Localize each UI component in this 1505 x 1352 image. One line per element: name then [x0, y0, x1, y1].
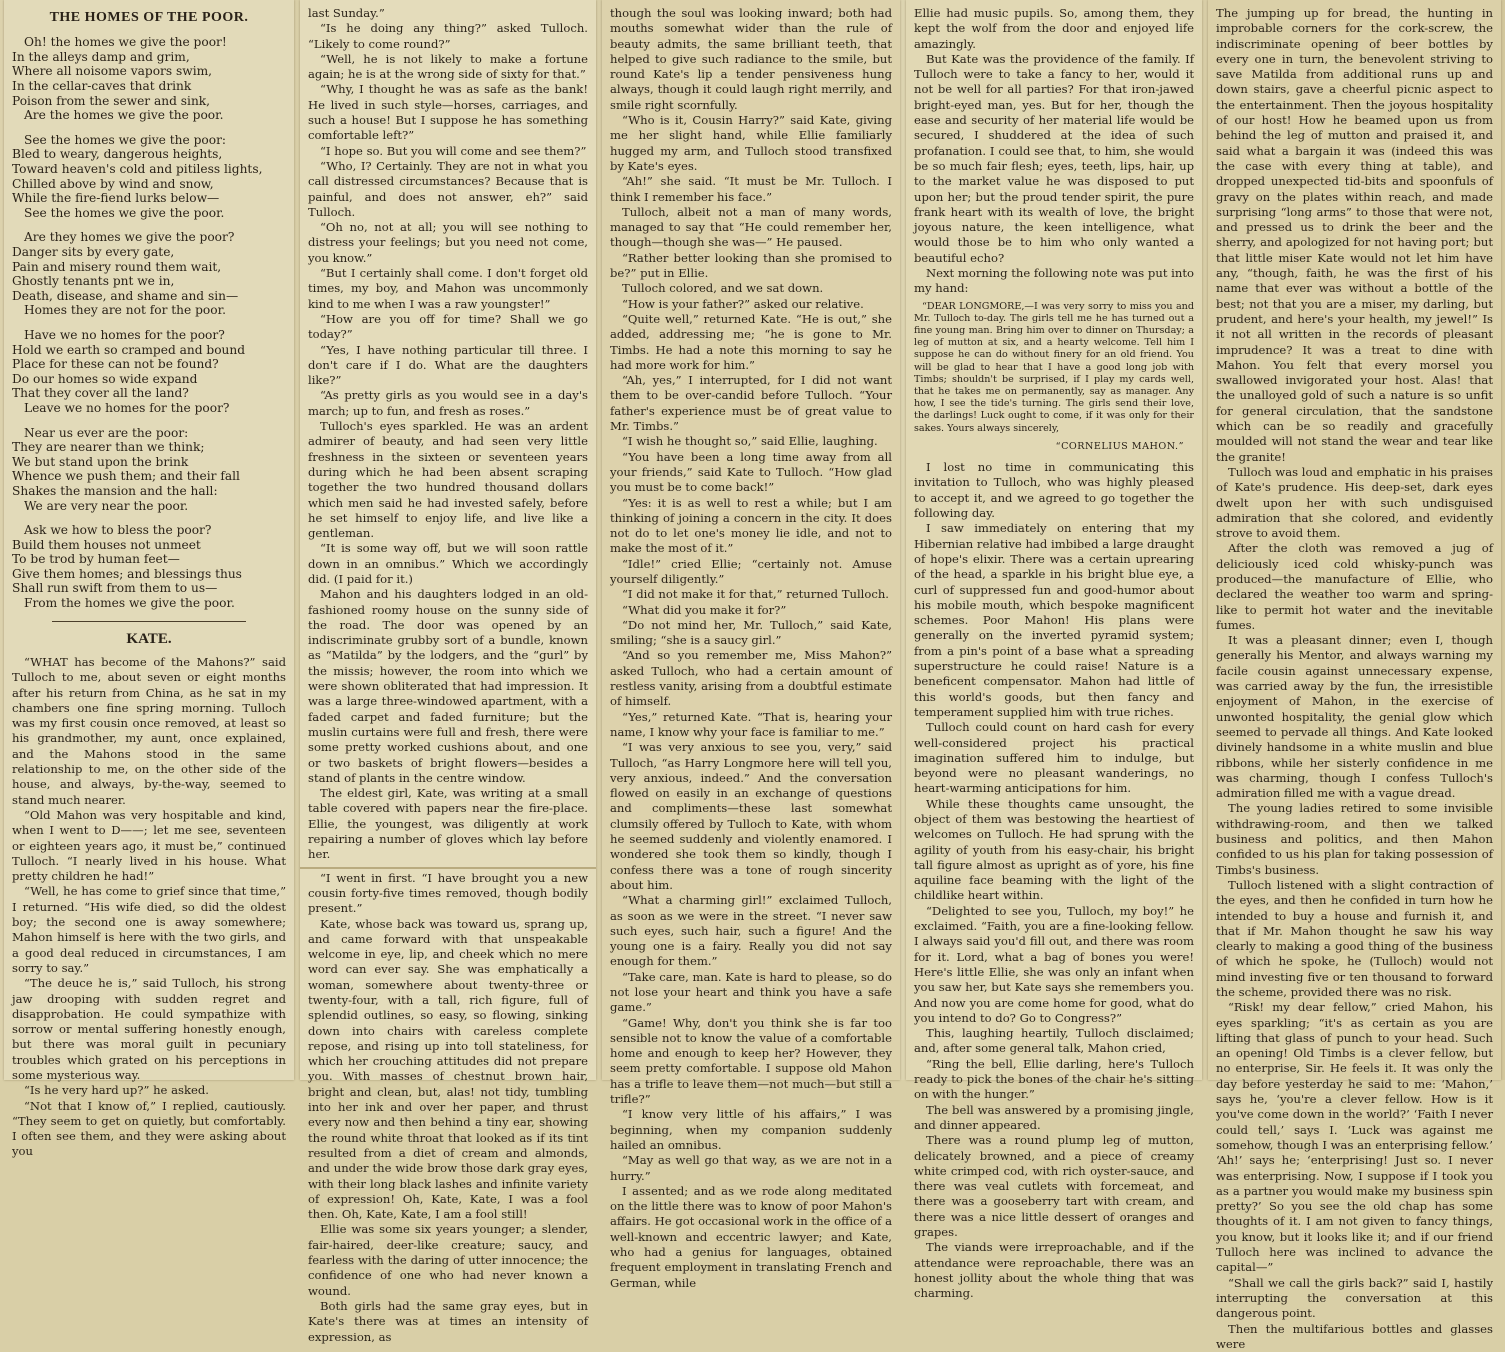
paragraph: “Yes: it is as well to rest a while; but I am thinking of joining a concern in the city. It does not do to let one's money lie idle, and not to make the most of it.” — [610, 495, 892, 556]
poem-line: Place for these can not be found? — [12, 357, 219, 372]
paragraph: “WHAT has become of the Mahons?” said Tulloch to me, about seven or eight months after his return from China, as he sat in my chambers one fine spring morning. Tulloch was my first cousin once removed, at least so his grandmother, my aunt, once explained, and the Mahons stood in the same relationship to me, on the other side of the house, and always, by-the-way, seemed to stand much nearer. — [12, 654, 286, 807]
column-5 — [1208, 0, 1501, 1351]
paragraph: “Idle!” cried Ellie; “certainly not. Amuse yourself diligently.” — [610, 556, 892, 586]
column-3 — [602, 0, 900, 1290]
paragraph: “Is he very hard up?” he asked. — [24, 1083, 209, 1098]
paragraph: “What a charming girl!” exclaimed Tulloch, as soon as we were in the street. “I never saw such eyes, such hair, such a figure! And the young one is a fairy. Really you did not say enough for them.” — [610, 893, 892, 969]
paragraph: Mahon and his daughters lodged in an old-fashioned roomy house on the sunny side of the road. The door was opened by an indiscriminate grubby sort of a bundle, known as “Matilda” by the lodgers, and the “gurl” by the missis; however, the room into which we were shown obliterated that had impression. It was a large three-windowed apartment, with a faded carpet and faded furniture; but the muslin curtains were full and fresh, there were some pretty worked cushions about, and one or two baskets of bright flowers—besides a stand of plants in the centre window. — [308, 587, 588, 785]
poem-line: To be trod by human feet— — [12, 552, 180, 567]
paragraph: Tulloch could count on hard cash for every well-considered project his practical imagination suffered him to indulge, but beyond were no pleasant wanderings, no heart-warming anticipations for him. — [914, 720, 1194, 796]
poem-stanza — [12, 133, 286, 221]
poem-line: Shall run swift from them to us— — [12, 581, 218, 596]
poem-line: Are they homes we give the poor? — [24, 230, 235, 245]
paragraph: “Old Mahon was very hospitable and kind, when I went to D——; let me see, seventeen or eighteen years ago, it must be,” continued Tulloch. “I nearly lived in his house. What pretty children he had!” — [12, 807, 286, 884]
paragraph: “Shall we call the girls back?” said I, hastily interrupting the conversation at this dangerous point. — [1216, 1275, 1493, 1321]
paragraph: “Take care, man. Kate is hard to please, so do not lose your heart and think you have a safe game.” — [610, 969, 892, 1015]
paragraph: “Ah, yes,” I interrupted, for I did not want them to be over-candid before Tulloch. “Your father's experience must be of great value to Mr. Timbs.” — [610, 373, 892, 434]
story-title: KATE. — [126, 630, 172, 647]
paragraph: “But I certainly shall come. I don't forget old times, my boy, and Mahon was uncommonly kind to me when I was a raw youngster!” — [308, 266, 588, 311]
paragraph: The eldest girl, Kate, was writing at a small table covered with papers near the fire-place. Ellie, the youngest, was diligently at work repairing a number of gloves which lay before her. — [308, 786, 588, 862]
paragraph: Tulloch colored, and we sat down. — [622, 281, 824, 296]
paragraph: “It is some way off, but we will soon rattle down in an omnibus.” Which we accordingly did. (I paid for it.) — [308, 541, 588, 586]
paragraph: “I was very anxious to see you, very,” said Tulloch, “as Harry Longmore here will tell you, very anxious, indeed.” And the conversation flowed on easily in an exchange of questions and compliments—these last somewhat clumsily offered by Tulloch to Kate, with whom he seemed suddenly and violently enamored. I wondered she took them so kindly, though I confess there was a tone of rough sincerity about him. — [610, 740, 892, 892]
paragraph: Tulloch's eyes sparkled. He was an ardent admirer of beauty, and had seen very little freshness in the sixteen or seventeen years during which he had been absent scraping together the two hundred thousand dollars which men said he had invested safely, before he set himself to enjoy life, and live like a gentleman. — [308, 419, 588, 541]
story-text-column-3 — [610, 6, 892, 1291]
paragraph: “Why, I thought he was as safe as the bank! He lived in such style—horses, carriages, and such a house! But I suppose he has something comfortable left?” — [308, 82, 588, 143]
poem-line: Are the homes we give the poor. — [24, 108, 224, 123]
paragraph: “Well, he is not likely to make a fortune again; he is at the wrong side of sixty for that.” — [308, 51, 588, 82]
paragraph: “You have been a long time away from all your friends,” said Kate to Tulloch. “How glad you must be to come back!” — [610, 449, 892, 495]
paragraph: “I know very little of his affairs,” I was beginning, when my companion suddenly hailed an omnibus. — [610, 1107, 892, 1152]
story-text-column-2-top — [308, 6, 588, 863]
paragraph: “Yes, I have nothing particular till three. I don't care if I do. What are the daughters like?” — [308, 342, 588, 388]
paragraph: Kate, whose back was toward us, sprang up, and came forward with that unspeakable welcome in eye, lip, and cheek which no mere word can ever say. She was emphatically a woman, somewhere about twenty-three or twenty-four, with a tall, rich figure, full of splendid outlines, so easy, so flowing, sinking down into chairs with careless complete repose, and rising up into toll stateliness, for which her crouching attitudes did not prepare you. With masses of chestnut brown hair, bright and clean, but, alas! not tidy, tumbling into her ink and over her paper, and thrust every now and then behind a tiny ear, showing the round white throat that looked as if its tint resulted from a diet of cream and almonds, and under the wide brow those dark gray eyes, with their long black lashes and infinite variety of expression! Oh, Kate, Kate, I was a fool then. Oh, Kate, Kate, I am a fool still! — [308, 916, 588, 1222]
poem-line: Shakes the mansion and the hall: — [12, 483, 218, 498]
paragraph: “Who, I? Certainly. They are not in what you call distressed circumstances? Because that is painful, and does not answer, eh?” said Tulloch. — [308, 158, 588, 219]
poem-line: In the alleys damp and grim, — [12, 49, 190, 64]
poem-stanza — [12, 523, 286, 611]
clipping-seam — [300, 867, 596, 869]
story-text-column-4-top — [914, 6, 1194, 297]
poem-line: Pain and misery round them wait, — [12, 259, 222, 274]
poem-stanza — [12, 230, 286, 318]
paragraph: “How are you off for time? Shall we go today?” — [308, 311, 588, 342]
paragraph: The bell was answered by a promising jingle, and dinner appeared. — [914, 1102, 1194, 1132]
poem-line: Leave we no homes for the poor? — [24, 400, 230, 415]
poem-title: THE HOMES OF THE POOR. — [49, 10, 249, 25]
paragraph: While these thoughts came unsought, the object of them was bestowing the heartiest of welcomes on Tulloch. He had sprung with the agility of youth from his easy-chair, his bright tall figure almost as upright as of yore, his fine aquiline face beaming with the light of the childlike heart within. — [914, 796, 1194, 903]
paragraph: “Well, he has come to grief since that time,” I returned. “His wife died, so did the oldest boy; the second one is away somewhere; Mahon himself is here with the two girls, and a good deal reduced in circumstances, I am sorry to say.” — [12, 884, 286, 975]
paragraph: “I wish he thought so,” said Ellie, laughing. — [622, 434, 878, 449]
poem-line: While the fire-fiend lurks below— — [12, 191, 220, 206]
paragraph: “I went in first. “I have brought you a new cousin forty-five times removed, though bodily present.” — [308, 870, 588, 916]
paragraph: “Who is it, Cousin Harry?” said Kate, giving me her slight hand, while Ellie familiarly hugged my arm, and Tulloch stood transfixed by Kate's eyes. — [610, 113, 892, 173]
paragraph: “Ring the bell, Ellie darling, here's Tulloch ready to pick the bones of the chair he's sitting on with the hunger.” — [914, 1056, 1194, 1102]
poem-line: Danger sits by every gate, — [12, 245, 175, 260]
poem-line: Homes they are not for the poor. — [24, 303, 226, 318]
paragraph: I saw immediately on entering that my Hibernian relative had imbibed a large draught of hope's elixir. There was a certain uprearing of the head, a sparkle in his bright blue eye, a curl of suppressed fun and good-humor about his mobile mouth, which bespoke magnificent schemes. Poor Mahon! His plans were generally on the inverted pyramid system; from a pin's point of a base what a spreading superstructure he could raise! Nature is a beneficent compensator. Mahon had little of this world's goods, but then fancy and temperament supplied him with true riches. — [914, 521, 1194, 719]
section-divider — [52, 621, 246, 622]
poem-line: Bled to weary, dangerous heights, — [12, 147, 223, 162]
paragraph: The young ladies retired to some invisible withdrawing-room, and then we talked business and politics, and then Mahon confided to us his plan for taking possession of Timbs's business. — [1216, 801, 1493, 877]
poem-line: From the homes we give the poor. — [24, 596, 235, 611]
poem-line: Whence we push them; and their fall — [12, 469, 240, 484]
paragraph: “As pretty girls as you would see in a day's march; up to fun, and fresh as roses.” — [308, 388, 588, 418]
paragraph: Ellie had music pupils. So, among them, they kept the wolf from the door and enjoyed life amazingly. — [914, 6, 1194, 51]
poem-stanza — [12, 426, 286, 514]
story-text-column-2-bottom — [308, 871, 588, 1345]
paragraph: “What did you make it for?” — [622, 602, 787, 617]
poem-line: Ask we how to bless the poor? — [24, 523, 212, 538]
paragraph: Tulloch, albeit not a man of many words, managed to say that “He could remember her, though—though she was—” He paused. — [610, 204, 892, 250]
column-4 — [906, 0, 1202, 1301]
paragraph: I lost no time in communicating this invitation to Tulloch, who was highly pleased to accept it, and we agreed to go together the following day. — [914, 460, 1194, 521]
paragraph: But Kate was the providence of the family. If Tulloch were to take a fancy to her, would it not be well for all parties? For that iron-jawed bright-eyed man, yes. But for her, though the ease and security of her material life would be secured, I shuddered at the idea of such profanation. I could see that, to him, she would be so much fair flesh; eyes, teeth, lips, hair, up to the market value he was disposed to put upon her; but the proud tender spirit, the pure frank heart with its wealth of love, the bright joyous nature, the keen intelligence, what would those be to him who only wanted a beautiful echo? — [914, 51, 1194, 265]
paragraph: There was a round plump leg of mutton, delicately browned, and a piece of creamy white crimped cod, with rich oyster-sauce, and there was veal cutlets with forcemeat, and there was a gooseberry tart with cream, and there was a nice little dessert of oranges and grapes. — [914, 1133, 1194, 1240]
paragraph: Ellie was some six years younger; a slender, fair-haired, deer-like creature; saucy, and fearless with the daring of utter innocence; the confidence of one who had never known a wound. — [308, 1222, 588, 1298]
paragraph: After the cloth was removed a jug of deliciously iced cold whisky-punch was produced—the manufacture of Ellie, who declared the weather too warm and spring-like to permit hot water and the inevitable fumes. — [1216, 541, 1493, 632]
poem-line: We are very near the poor. — [24, 498, 189, 513]
paragraph: “Oh no, not at all; you will see nothing to distress your feelings; but you need not come, you know.” — [308, 220, 588, 265]
column-1 — [4, 0, 294, 1159]
paragraph: “The deuce he is,” said Tulloch, his strong jaw drooping with sudden regret and disapprobation. He could sympathize with sorrow or mental suffering honestly enough, but there was moral guilt in pecuniary troubles which grated on his perceptions in some mysterious way. — [12, 976, 286, 1082]
poem-line: Give them homes; and blessings thus — [12, 566, 242, 581]
poem-line: Death, disease, and shame and sin— — [12, 288, 239, 303]
poem-line: Have we no homes for the poor? — [24, 327, 225, 342]
paragraph: “How is your father?” asked our relative. — [622, 296, 864, 311]
poem-line: Poison from the sewer and sink, — [12, 93, 211, 108]
poem-stanza — [12, 35, 286, 123]
paragraph: Then the multifarious bottles and glasses were — [1216, 1321, 1493, 1351]
paragraph: Next morning the following note was put into my hand: — [914, 266, 1194, 296]
poem-line: Near us ever are the poor: — [24, 425, 189, 440]
poem-stanza — [12, 328, 286, 416]
paragraph: “Not that I know of,” I replied, cautiously. “They seem to get on quietly, but comfortably. I often see them, and they were asking about you — [12, 1098, 286, 1159]
poem-line: In the cellar-caves that drink — [12, 79, 192, 94]
paragraph: “Is he doing any thing?” asked Tulloch. “Likely to come round?” — [308, 21, 588, 51]
story-text-column-4-bottom — [914, 460, 1194, 1301]
poem-line: See the homes we give the poor: — [24, 132, 226, 147]
paragraph: “And so you remember me, Miss Mahon?” asked Tulloch, who had a certain amount of restless vanity, arising from a doubtful estimate of himself. — [610, 648, 892, 709]
paragraph: “May as well go that way, as we are not in a hurry.” — [610, 1153, 892, 1183]
paragraph: “DEAR LONGMORE,—I was very sorry to miss you and Mr. Tulloch to-day. The girls tell me he has turned out a fine young man. Bring him over to dinner on Thursday; a leg of mutton at six, and a hearty welcome. Tell him I suppose he can do without finery for an old friend. You will be glad to hear that I have a good long job with Timbs; shouldn't be surprised, if I play my cards well, that he takes me on permanently, say as manager. Any how, I see the tide's turning. The girls send their love, the darlings! Luck ought to come, if it was only for their sakes. Yours always sincerely, — [914, 300, 1194, 434]
paragraph: “Game! Why, don't you think she is far too sensible not to know the value of a comfortable home and enough to keep her? However, they seem pretty comfortable. I suppose old Mahon has a trifle to leave them—not much—but still a trifle?” — [610, 1015, 892, 1107]
paragraph: The viands were irreproachable, and if the attendance were reproachable, there was an honest jollity about the whole thing that was charming. — [914, 1240, 1194, 1301]
poem-line: Toward heaven's cold and pitiless lights, — [12, 162, 263, 177]
poem-line: Ghostly tenants pnt we in, — [12, 274, 175, 289]
letter-signature: “CORNELIUS MAHON.” — [1055, 440, 1184, 452]
poem-line: Hold we earth so cramped and bound — [12, 342, 246, 357]
poem-line: Chilled above by wind and snow, — [12, 176, 214, 191]
paragraph: It was a pleasant dinner; even I, though generally his Mentor, and always warning my facile cousin against unnecessary expense, was carried away by the fun, the irresistible enjoyment of Mahon, in the exercise of unwonted hospitality, the genial glow which seemed to pervade all things. And Kate looked divinely handsome in a white muslin and blue ribbons, while her sisterly confidence in me was charming, though I confess Tulloch's admiration filled me with a vague dread. — [1216, 633, 1493, 801]
paragraph: “Ah!” she said. “It must be Mr. Tulloch. I think I remember his face.” — [610, 174, 892, 204]
paragraph: “I did not make it for that,” returned Tulloch. — [622, 587, 889, 602]
paragraph: “Risk! my dear fellow,” cried Mahon, his eyes sparkling; “it's as certain as you are lifting that glass of punch to your head. Such an opening! Old Timbs is a clever fellow, but no enterprise, Sir. He feels it. It was only the day before yesterday he said to me: ‘Mahon,’ says he, ‘you're a clever fellow. How is it you've come down in the world?’ ‘Faith I never could tell,’ says I. ‘Luck was against me somehow, though I was an enterprising fellow.’ ‘Ah!’ says he; ‘enterprising! Just so. I never was enterprising. Now, I suppose if I took you as a partner you would make my business spin pretty?’ So you see the old chap has some thoughts of it. I am not given to fancy things, you know, but it looks like it; and if our friend Tulloch here was inclined to advance the capital—” — [1216, 1000, 1493, 1275]
paragraph: “I hope so. But you will come and see them?” — [320, 143, 587, 158]
paragraph: “Yes,” returned Kate. “That is, hearing your name, I know why your face is familiar to me.” — [610, 709, 892, 739]
poem-line: We but stand upon the brink — [12, 454, 189, 469]
poem-line: Oh! the homes we give the poor! — [24, 35, 227, 50]
poem-line: See the homes we give the poor. — [24, 205, 225, 220]
column-2 — [300, 0, 596, 1344]
poem-line: Where all noisome vapors swim, — [12, 64, 213, 79]
story-text-column-1 — [12, 655, 286, 1160]
story-text-column-5 — [1216, 6, 1493, 1352]
paragraph: Tulloch was loud and emphatic in his praises of Kate's prudence. His deep-set, dark eyes dwelt upon her with such undisguised admiration that she colored, and evidently strove to avoid them. — [1216, 464, 1493, 541]
paragraph: “Rather better looking than she promised to be?” put in Ellie. — [610, 250, 892, 281]
paragraph: This, laughing heartily, Tulloch disclaimed; and, after some general talk, Mahon cried, — [914, 1026, 1194, 1056]
poem-line: Do our homes so wide expand — [12, 371, 198, 386]
paragraph: Tulloch listened with a slight contraction of the eyes, and then he confided in turn how he intended to buy a house and furnish it, and that if Mr. Mahon thought he saw his way clearly to making a good thing of the business of which he spoke, he (Tulloch) would not mind investing five or ten thousand to forward the scheme, provided there was no risk. — [1216, 877, 1493, 999]
poem-line: They are nearer than we think; — [12, 440, 205, 455]
paragraph: Both girls had the same gray eyes, but in Kate's there was at times an intensity of expression, as — [308, 1298, 588, 1344]
paragraph: “Delighted to see you, Tulloch, my boy!” he exclaimed. “Faith, you are a fine-looking fellow. I always said you'd fill out, and there was room for it. Lord, what a bag of bones you were! Here's little Ellie, she was only an infant when you saw her, but Kate says she remembers you. And now you are come home for good, what do you intend to do? Go to Congress?” — [914, 903, 1194, 1025]
paragraph: last Sunday.” — [308, 6, 385, 20]
poem-body — [12, 35, 286, 610]
paragraph: “Quite well,” returned Kate. “He is out,” she added, addressing me; “he is gone to Mr. Timbs. He had a note this morning to say he had more work for him.” — [610, 311, 892, 372]
paragraph: “Do not mind her, Mr. Tulloch,” said Kate, smiling; “she is a saucy girl.” — [610, 617, 892, 648]
paragraph: The jumping up for bread, the hunting in improbable corners for the cork-screw, the indiscriminate opening of beer bottles by every one in turn, the benevolent striving to save Matilda from additional runs up and down stairs, gave a cheerful picnic aspect to the entertainment. Then the joyous hospitality of our host! How he beamed upon us from behind the leg of mutton and praised it, and said what a bargain it was (indeed this was the case with every thing at table), and dropped unexpected tid-bits and spoonfuls of gravy on the plates within reach, and made surprising “long arms” to those that were not, and pressed us to drink the beer and the sherry, and apologized for not having port; but that little miser Kate would not let him have any, “though, faith, he was the first of his name that ever was without a bottle of the best; not that you are a miser, my darling, but prudent, and here's your health, my jewel!” Is it not all written in the records of pleasant imprudence? It was a treat to dine with Mahon. You felt that every morsel you swallowed invigorated your host. Alas! that the unalloyed gold of such a nature is so unfit for general circulation, that the sandstone which can be so readily and gracefully moulded will not stand the wear and tear like the granite! — [1216, 6, 1493, 464]
paragraph: I assented; and as we rode along meditated on the little there was to know of poor Mahon's affairs. He got occasional work in the office of a well-known and eccentric lawyer; and Kate, who had a genius for languages, obtained frequent employment in translating French and German, while — [610, 1183, 892, 1290]
paragraph: though the soul was looking inward; both had mouths somewhat wider than the rule of beauty admits, the same brilliant teeth, that helped to give such radiance to the smile, but round Kate's lip a tender pensiveness hung always, though it could laugh right merrily, and smile right scornfully. — [610, 6, 892, 112]
mahon-letter — [914, 301, 1194, 435]
poem-line: Build them houses not unmeet — [12, 537, 201, 552]
poem-line: That they cover all the land? — [12, 386, 189, 401]
